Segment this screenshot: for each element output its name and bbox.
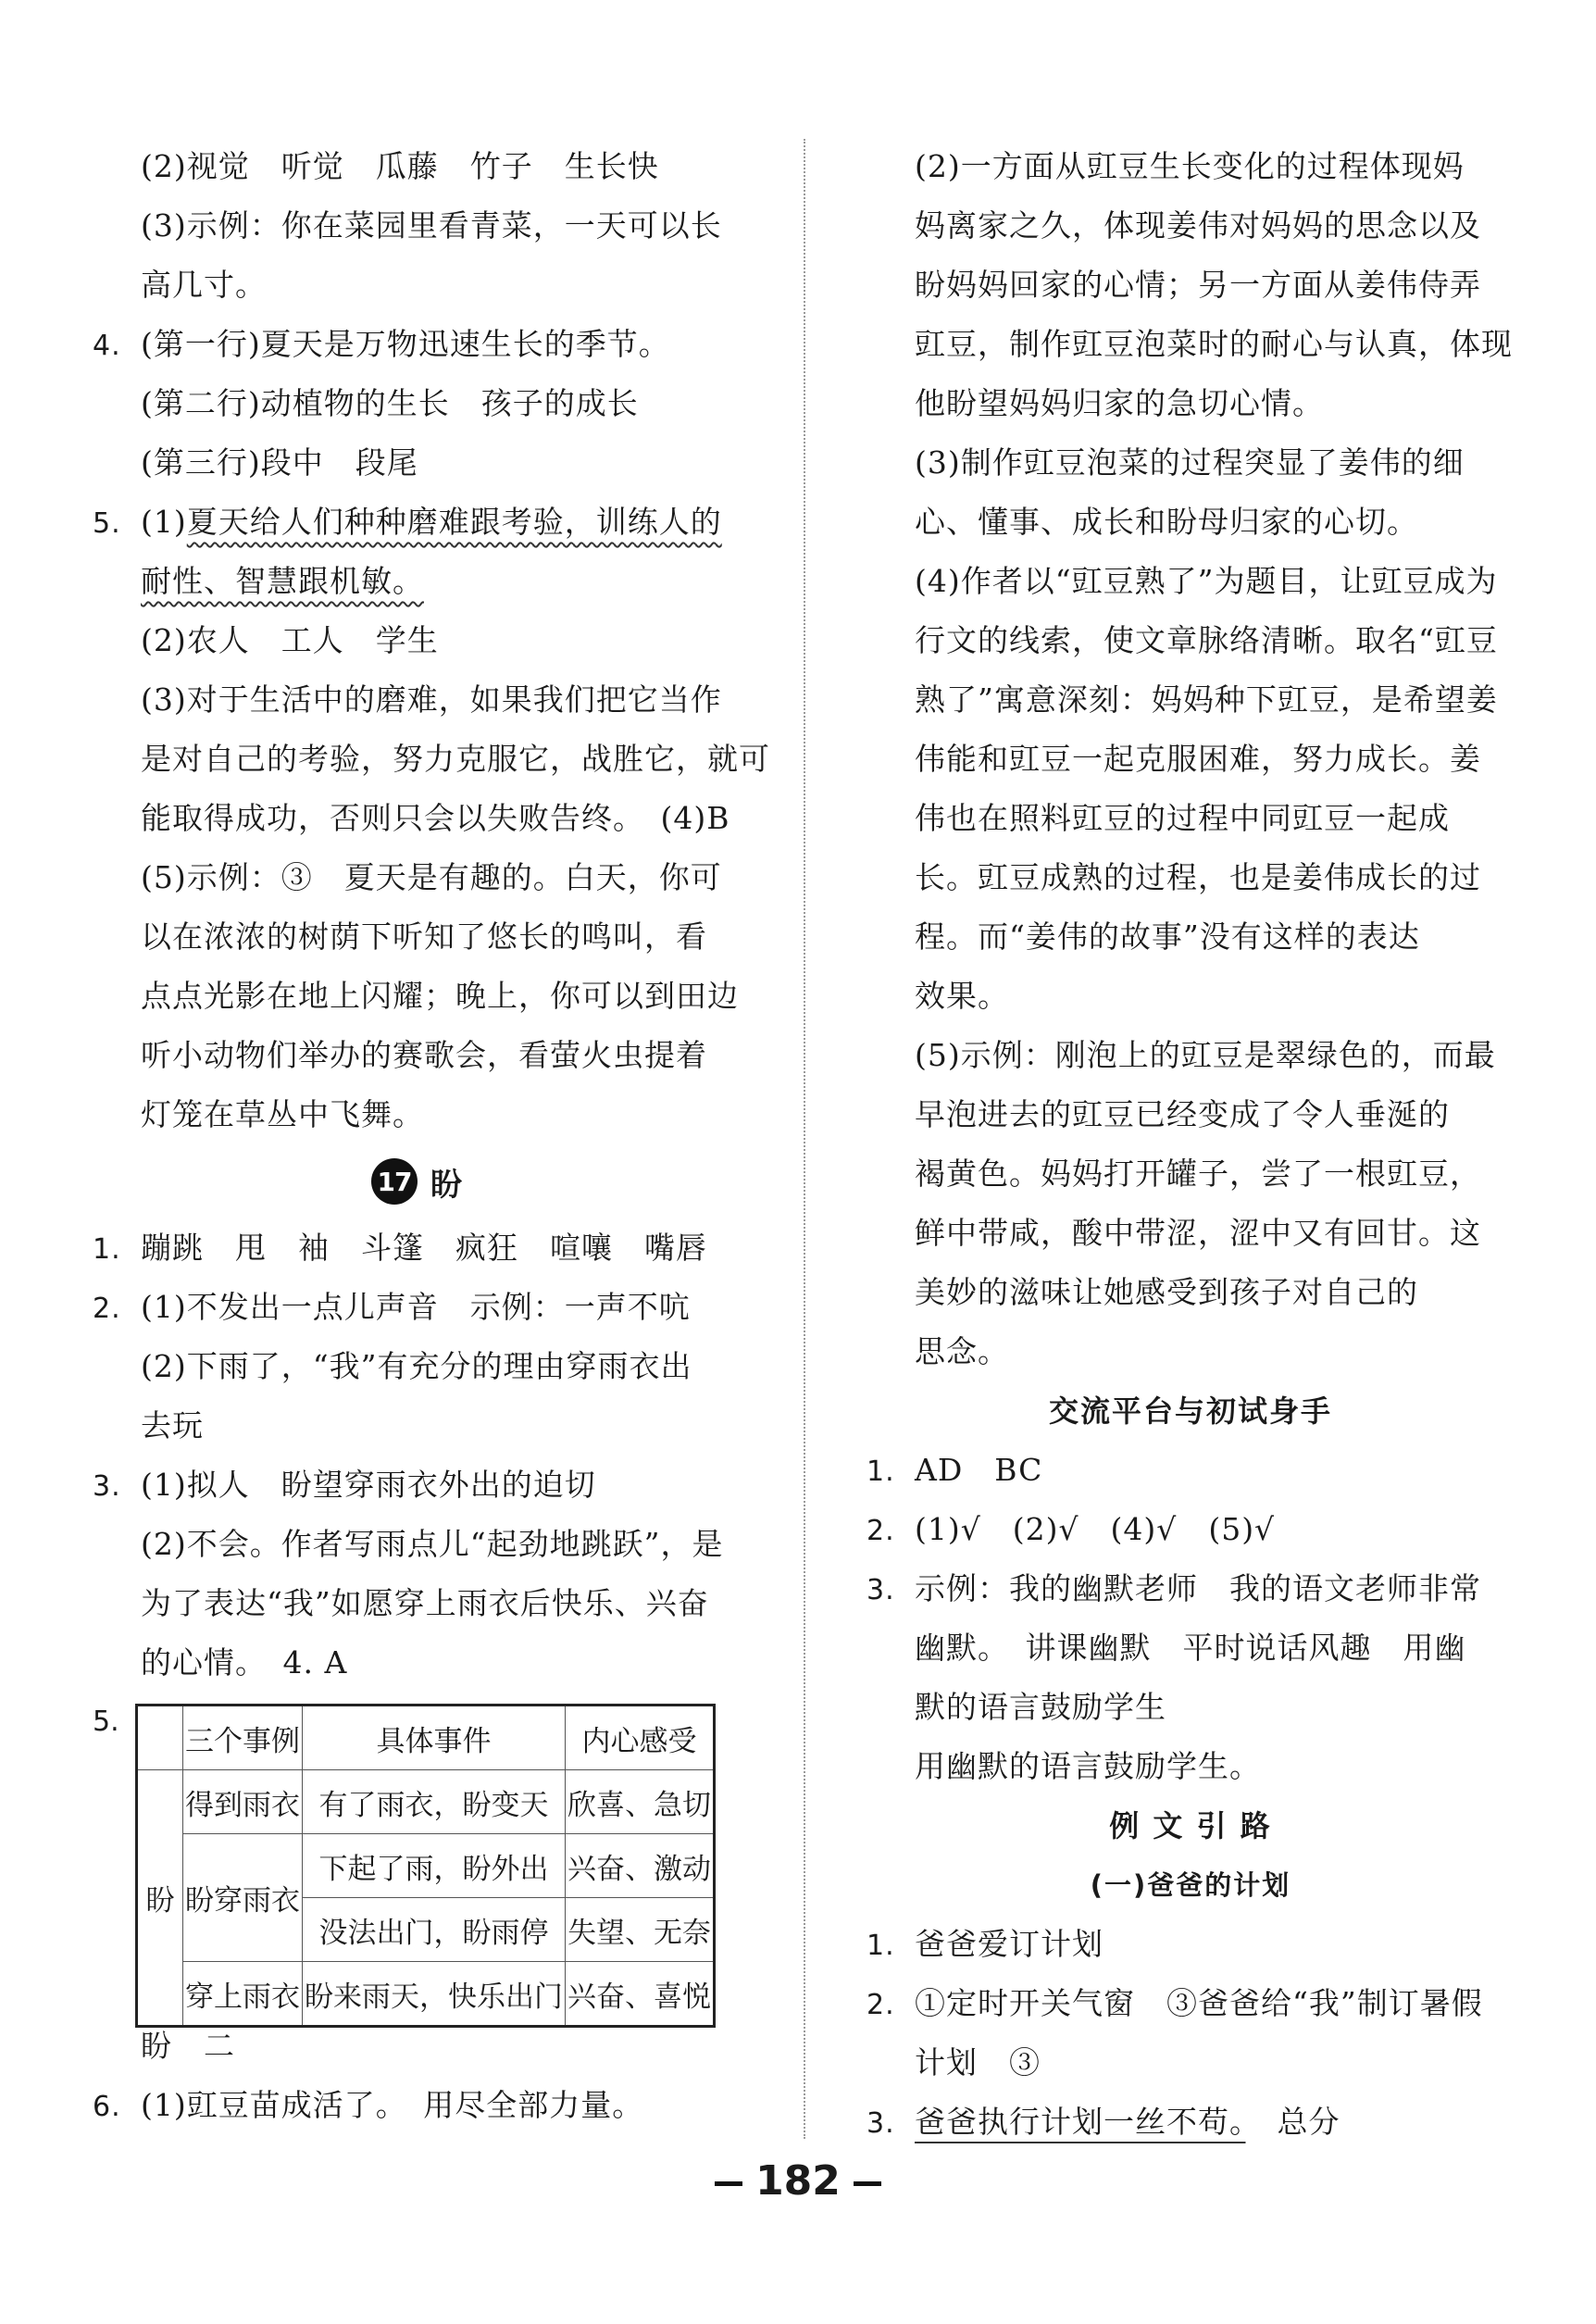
answer-line: 5. (1)夏天给人们种种磨难跟考验，训练人的 [93, 493, 741, 552]
answer-text: 幽默。 讲课幽默 平时说话风趣 用幽 [915, 1630, 1466, 1666]
lesson-number-badge: 17 [371, 1158, 418, 1205]
table-header: 内心感受 [566, 1706, 715, 1770]
question-number: 3. [867, 2107, 895, 2140]
answer-line [867, 2033, 1515, 2093]
answer-block-upper [93, 137, 741, 493]
table-cell: 盼来雨天，快乐出门 [303, 1962, 566, 2027]
answer-text: 豇豆，制作豇豆泡菜时的耐心与认真，体现 [915, 326, 1513, 362]
answer-block-upper [867, 137, 1515, 1381]
answer-text: (第一行)夏天是万物迅速生长的季节。 [141, 326, 670, 362]
answer-line [93, 789, 741, 848]
dash-decoration [715, 2181, 742, 2186]
section-subtitle: (一)爸爸的计划 [1090, 1869, 1291, 1901]
answer-line [867, 670, 1515, 730]
question-number: 2. [867, 1989, 895, 2021]
answer-text: 熟了”寓意深刻：妈妈种下豇豆，是希望姜 [915, 681, 1498, 718]
table-cell: 没法出门，盼雨停 [303, 1898, 566, 1962]
answer-line [93, 196, 741, 256]
answer-text: 用幽默的语言鼓励学生。 [915, 1748, 1261, 1784]
answer-text: 点点光影在地上闪耀；晚上，你可以到田边 [141, 978, 739, 1014]
table-cell: 穿上雨衣 [183, 1962, 303, 2027]
answer-text: (5)示例：③ 夏天是有趣的。白天，你可 [141, 859, 722, 895]
answer-line [93, 374, 741, 433]
page-number: 182 [0, 2157, 1596, 2205]
answer-text: (1)豇豆苗成活了。 用尽全部力量。 [141, 2087, 644, 2123]
answer-text: 行文的线索，使文章脉络清晰。取名“豇豆 [915, 622, 1498, 658]
answer-line [867, 1204, 1515, 1263]
answer-text: 程。而“姜伟的故事”没有这样的表达 [915, 918, 1420, 955]
question-number: 5. [93, 1706, 119, 1738]
answer-text: 听小动物们举办的赛歌会，看萤火虫提着 [141, 1037, 707, 1073]
answer-line [93, 1218, 741, 1278]
answer-table-block [93, 1693, 741, 2017]
answer-line [867, 315, 1515, 374]
events-table [135, 1704, 716, 2028]
lesson-answers [93, 1218, 741, 1693]
answer-text: (1)不发出一点儿声音 示例：一声不吭 [141, 1289, 691, 1325]
answer-line: 3. 爸爸执行计划一丝不苟。 总分 [867, 2093, 1515, 2152]
answer-line [93, 967, 741, 1026]
answer-line [93, 848, 741, 907]
row-label: 盼 [137, 1770, 183, 2027]
table-header: 三个事例 [183, 1706, 303, 1770]
answer-line [867, 1737, 1515, 1796]
answer-line [867, 1026, 1515, 1085]
answer-line [867, 730, 1515, 789]
answer-text: 灯笼在草丛中飞舞。 [141, 1096, 424, 1132]
answer-text: 思念。 [915, 1333, 1009, 1369]
answer-line [93, 1456, 741, 1515]
lesson-heading [93, 1144, 741, 1218]
question-number: 3. [93, 1470, 121, 1503]
lesson-title: 盼 [430, 1166, 462, 1204]
answer-block-lower [93, 2017, 741, 2135]
underlined-text: 爸爸执行计划一丝不苟。 [915, 2104, 1246, 2140]
answer-line [867, 1500, 1515, 1559]
answer-line [867, 967, 1515, 1026]
answer-line [867, 433, 1515, 493]
answer-text: 能取得成功，否则只会以失败告终。 (4)B [141, 800, 730, 836]
answer-line [93, 315, 741, 374]
answer-line [867, 1915, 1515, 1974]
answer-text: 效果。 [915, 978, 1009, 1014]
answer-line [93, 2076, 741, 2135]
answer-text: (1)拟人 盼望穿雨衣外出的迫切 [141, 1467, 596, 1503]
question-number: 1. [867, 1456, 895, 1488]
table-header: 具体事件 [303, 1706, 566, 1770]
answer-line [93, 907, 741, 967]
answer-text: (5)示例：刚泡上的豇豆是翠绿色的，而最 [915, 1037, 1496, 1073]
answer-line [867, 196, 1515, 256]
section-title: 例 文 引 路 [1109, 1808, 1272, 1843]
question-number: 1. [867, 1930, 895, 1962]
table-row [137, 1770, 715, 1834]
right-column [867, 137, 1515, 2152]
answer-text: 心、懂事、成长和盼母归家的心切。 [915, 504, 1418, 540]
dash-decoration [854, 2181, 881, 2186]
answer-line [867, 1678, 1515, 1737]
answer-line [93, 670, 741, 730]
answer-text: (1)√ (2)√ (4)√ (5)√ [915, 1511, 1276, 1547]
answer-text: 盼妈妈回家的心情；另一方面从姜伟侍弄 [915, 267, 1481, 303]
table-row [137, 1962, 715, 2027]
answer-text: 盼 二 [141, 2028, 235, 2064]
answer-line [867, 1559, 1515, 1618]
answer-text: 美妙的滋味让她感受到孩子对自己的 [915, 1274, 1418, 1310]
answer-text: 他盼望妈妈归家的急切心情。 [915, 385, 1324, 421]
table-cell: 欣喜、急切 [566, 1770, 715, 1834]
answer-line [93, 1085, 741, 1144]
answer-text: 高几寸。 [141, 267, 267, 303]
question-number: 1. [93, 1233, 121, 1266]
answer-line [93, 256, 741, 315]
table-cell: 得到雨衣 [183, 1770, 303, 1834]
answer-line [93, 433, 741, 493]
answer-text: (第三行)段中 段尾 [141, 444, 418, 481]
answer-text: 伟能和豇豆一起克服困难，努力成长。姜 [915, 741, 1481, 777]
answer-text: 去玩 [141, 1407, 204, 1443]
answer-line [93, 611, 741, 670]
answer-text: 长。豇豆成熟的过程，也是姜伟成长的过 [915, 859, 1481, 895]
answer-line [867, 611, 1515, 670]
answer-line [867, 1974, 1515, 2033]
answer-text: (2)农人 工人 学生 [141, 622, 439, 658]
table-cell: 兴奋、激动 [566, 1834, 715, 1898]
question-number: 5. [93, 507, 121, 540]
answer-line [867, 137, 1515, 196]
answer-line [867, 1144, 1515, 1204]
answer-line [867, 907, 1515, 967]
answer-line [867, 1441, 1515, 1500]
answer-line [93, 1574, 741, 1633]
answer-line [93, 137, 741, 196]
answer-text: 鲜中带咸，酸中带涩，涩中又有回甘。这 [915, 1215, 1481, 1251]
answer-line [93, 1278, 741, 1337]
answer-line [867, 1322, 1515, 1381]
answer-text: (3)制作豇豆泡菜的过程突显了姜伟的细 [915, 444, 1465, 481]
answer-line [867, 848, 1515, 907]
answer-text: 褐黄色。妈妈打开罐子，尝了一根豇豆， [915, 1156, 1481, 1192]
answer-text: 爸爸爱订计划 [915, 1926, 1103, 1962]
answer-text: (2)一方面从豇豆生长变化的过程体现妈 [915, 148, 1465, 184]
answer-line [867, 256, 1515, 315]
answer-line [867, 1263, 1515, 1322]
question-number: 2. [93, 1293, 121, 1325]
answer-line [93, 1026, 741, 1085]
answer-text: 妈离家之久，体现姜伟对妈妈的思念以及 [915, 207, 1481, 244]
answer-text: 为了表达“我”如愿穿上雨衣后快乐、兴奋 [141, 1585, 709, 1621]
answer-text: 蹦跳 甩 袖 斗篷 疯狂 喧嚷 嘴唇 [141, 1230, 707, 1266]
answer-text: (3)示例：你在菜园里看青菜，一天可以长 [141, 207, 722, 244]
answer-line [867, 789, 1515, 848]
table-cell: 有了雨衣，盼变天 [303, 1770, 566, 1834]
answer-line [93, 1396, 741, 1456]
answer-line [93, 1337, 741, 1396]
answer-text: 是对自己的考验，努力克服它，战胜它，就可 [141, 741, 770, 777]
table-cell: 失望、无奈 [566, 1898, 715, 1962]
section-title: 交流平台与初试身手 [1048, 1393, 1332, 1429]
question-number: 3. [867, 1574, 895, 1606]
answer-text: (第二行)动植物的生长 孩子的成长 [141, 385, 639, 421]
answer-line [867, 1085, 1515, 1144]
question-number: 6. [93, 2091, 121, 2123]
table-cell: 下起了雨，盼外出 [303, 1834, 566, 1898]
answer-line [93, 1515, 741, 1574]
answer-text: 默的语言鼓励学生 [915, 1689, 1166, 1725]
answer-text: ①定时开关气窗 ③爸爸给“我”制订暑假 [915, 1985, 1483, 2021]
section-answers [867, 1915, 1515, 2093]
answer-line [93, 730, 770, 789]
answer-text: 的心情。 4. A [141, 1644, 348, 1681]
question-number: 4. [93, 330, 121, 362]
answer-text: 早泡进去的豇豆已经变成了令人垂涎的 [915, 1096, 1450, 1132]
question-number: 2. [867, 1515, 895, 1547]
answer-text: AD BC [915, 1452, 1043, 1488]
answer-text: (3)对于生活中的磨难，如果我们把它当作 [141, 681, 722, 718]
answer-block-middle [93, 611, 770, 1144]
table-header-row [137, 1706, 715, 1770]
answer-text: 以在浓浓的树荫下听知了悠长的鸣叫，看 [141, 918, 707, 955]
answer-text: (2)不会。作者写雨点儿“起劲地跳跃”，是 [141, 1526, 724, 1562]
answer-text: (2)视觉 听觉 瓜藤 竹子 生长快 [141, 148, 659, 184]
section-answers [867, 1441, 1515, 1796]
answer-line [867, 374, 1515, 433]
answer-line [867, 1618, 1515, 1678]
answer-line [93, 552, 741, 611]
answer-line [867, 493, 1515, 552]
answer-text: 计划 ③ [915, 2044, 1041, 2080]
wavy-underlined-text: 耐性、智慧跟机敏。 [141, 563, 424, 599]
table-cell: 盼穿雨衣 [183, 1834, 303, 1962]
wavy-underlined-text: 夏天给人们种种磨难跟考验，训练人的 [186, 504, 722, 540]
answer-text: 示例：我的幽默老师 我的语文老师非常 [915, 1570, 1481, 1606]
answer-text: (2)下雨了，“我”有充分的理由穿雨衣出 [141, 1348, 692, 1384]
answer-text: 伟也在照料豇豆的过程中同豇豆一起成 [915, 800, 1450, 836]
table-row [137, 1834, 715, 1898]
left-column [93, 137, 770, 2135]
answer-line [867, 552, 1515, 611]
answer-text: (4)作者以“豇豆熟了”为题目，让豇豆成为 [915, 563, 1498, 599]
column-divider [804, 139, 805, 2139]
answer-line [93, 1633, 741, 1693]
table-cell: 兴奋、喜悦 [566, 1962, 715, 2027]
